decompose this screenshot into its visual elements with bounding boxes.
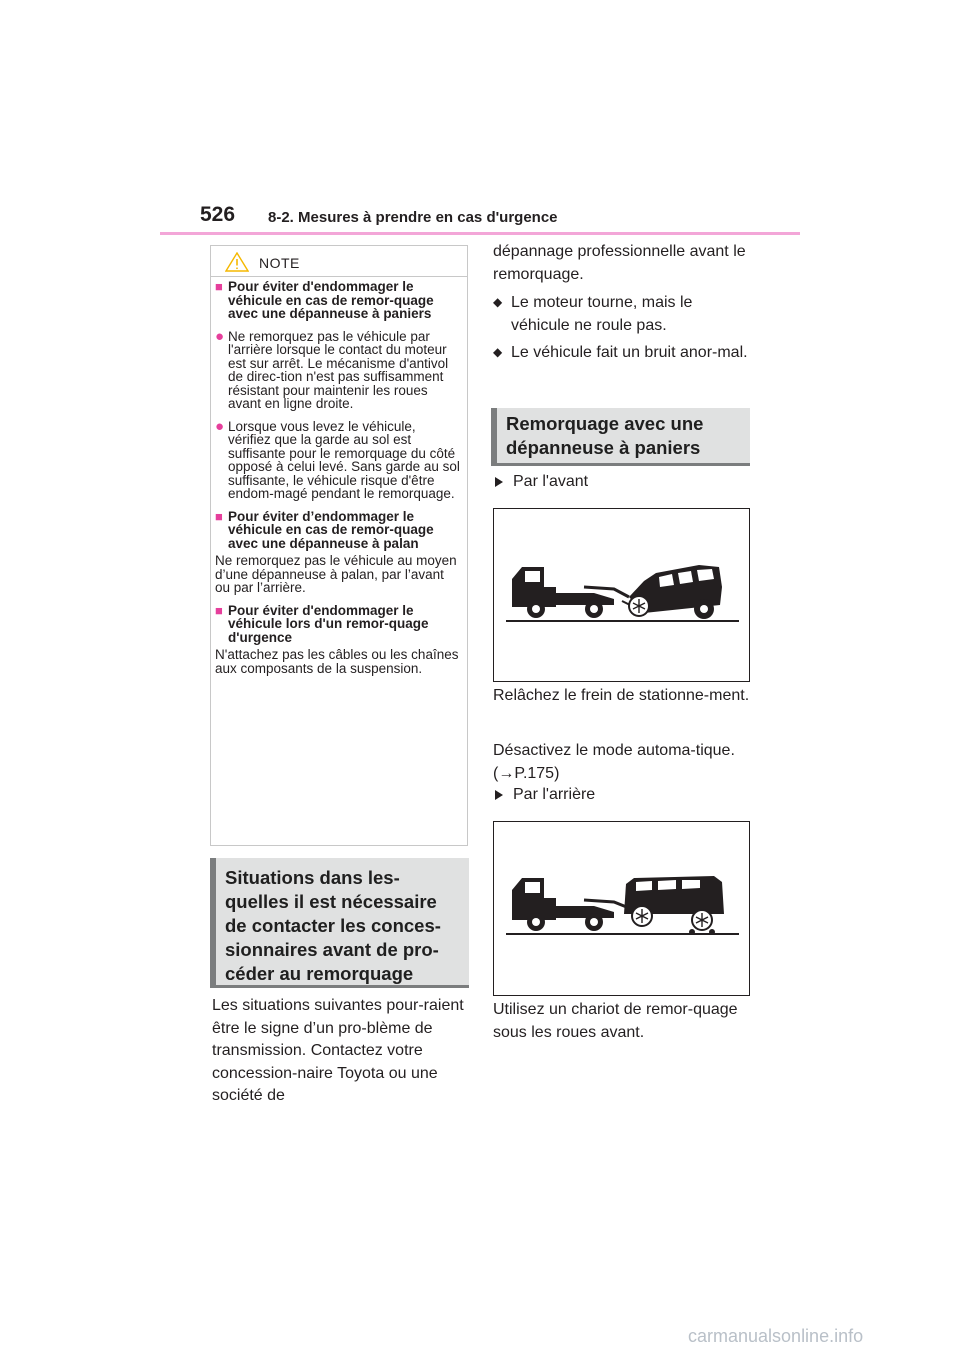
heading-situations: Situations dans les-quelles il est nécessaire de contacter les conces-sionnaires avant de pro-céder au remorquage <box>210 858 469 988</box>
front-text-1: Relâchez le frein de stationne-ment. <box>493 687 750 704</box>
note-text: Ne remorquez pas le véhicule au moyen d’une dépanneuse à palan, par l’avant ou par l’arrière. <box>215 553 457 595</box>
rear-text: Utilisez un chariot de remor-quage sous les roues avant. <box>493 1001 738 1041</box>
note-header <box>211 246 467 277</box>
note-text: N'attachez pas les câbles ou les chaînes aux composants de la suspension. <box>215 647 459 676</box>
diamond-bullet-icon: ◆ <box>493 295 503 309</box>
front-label: Par l'avant <box>495 473 588 491</box>
continuation-paragraph: dépannage professionnelle avant le remorquage. <box>493 243 746 283</box>
square-bullet-icon: ■ <box>215 508 223 524</box>
tow-rear-illustration <box>493 821 750 996</box>
tow-front-illustration <box>493 508 750 682</box>
list-item: ◆ Le véhicule fait un bruit anor-mal. <box>493 341 753 364</box>
note-label: NOTE <box>259 255 300 271</box>
diamond-bullet-icon: ◆ <box>493 345 503 359</box>
round-bullet-icon: ● <box>215 417 225 435</box>
watermark: carmanualsonline.info <box>688 1326 864 1346</box>
tow-truck-front-icon <box>494 509 749 681</box>
note-subheading: ■ Pour éviter d'endommager le véhicule en cas de remor-quage avec une dépanneuse à paniers <box>215 279 434 321</box>
situations-paragraph: Les situations suivantes pour-raient être le signe d’un pro-blème de transmission. Contactez votre concession-naire Toyota ou une société de <box>212 997 464 1104</box>
tow-truck-rear-icon <box>494 822 749 995</box>
square-bullet-icon: ■ <box>215 279 223 294</box>
note-subheading: ■ Pour éviter d'endommager le véhicule lors d'un remor-quage d'urgence <box>215 602 429 645</box>
square-bullet-icon: ■ <box>215 602 223 618</box>
note-body <box>215 280 461 684</box>
list-item: ◆ Le moteur tourne, mais le véhicule ne roule pas. <box>493 291 753 337</box>
note-bullet: ● Ne remorquez pas le véhicule par l'arrière lorsque le contact du moteur est sur arrêt. Le mécanisme d'antivol de direc-tion n'est pas suffisamment résistant pour maintenir les roues avant en ligne droite. <box>215 327 449 411</box>
note-box <box>210 245 468 846</box>
triangle-bullet-icon <box>495 477 503 487</box>
header-rule <box>160 232 800 235</box>
note-subheading: ■ Pour éviter d’endommager le véhicule en cas de remor-quage avec une dépanneuse à palan <box>215 508 434 551</box>
warning-icon <box>225 252 249 272</box>
heading-remorquage: Remorquage avec une dépanneuse à paniers <box>491 408 750 466</box>
note-bullet: ● Lorsque vous levez le véhicule, vérifiez que la garde au sol est suffisante pour le remorquage du côté opposé à celui levé. Sans garde au sol suffisante, le véhicule risque d'être endom-magé pendant le remorquage. <box>215 417 460 501</box>
section-title: 8-2. Mesures à prendre en cas d'urgence <box>268 209 558 226</box>
triangle-bullet-icon <box>495 790 503 800</box>
front-text-2: Désactivez le mode automa-tique. (→P.175) <box>493 742 735 782</box>
round-bullet-icon: ● <box>215 327 225 345</box>
page-number: 526 <box>200 203 236 226</box>
rear-label: Par l'arrière <box>495 786 595 804</box>
